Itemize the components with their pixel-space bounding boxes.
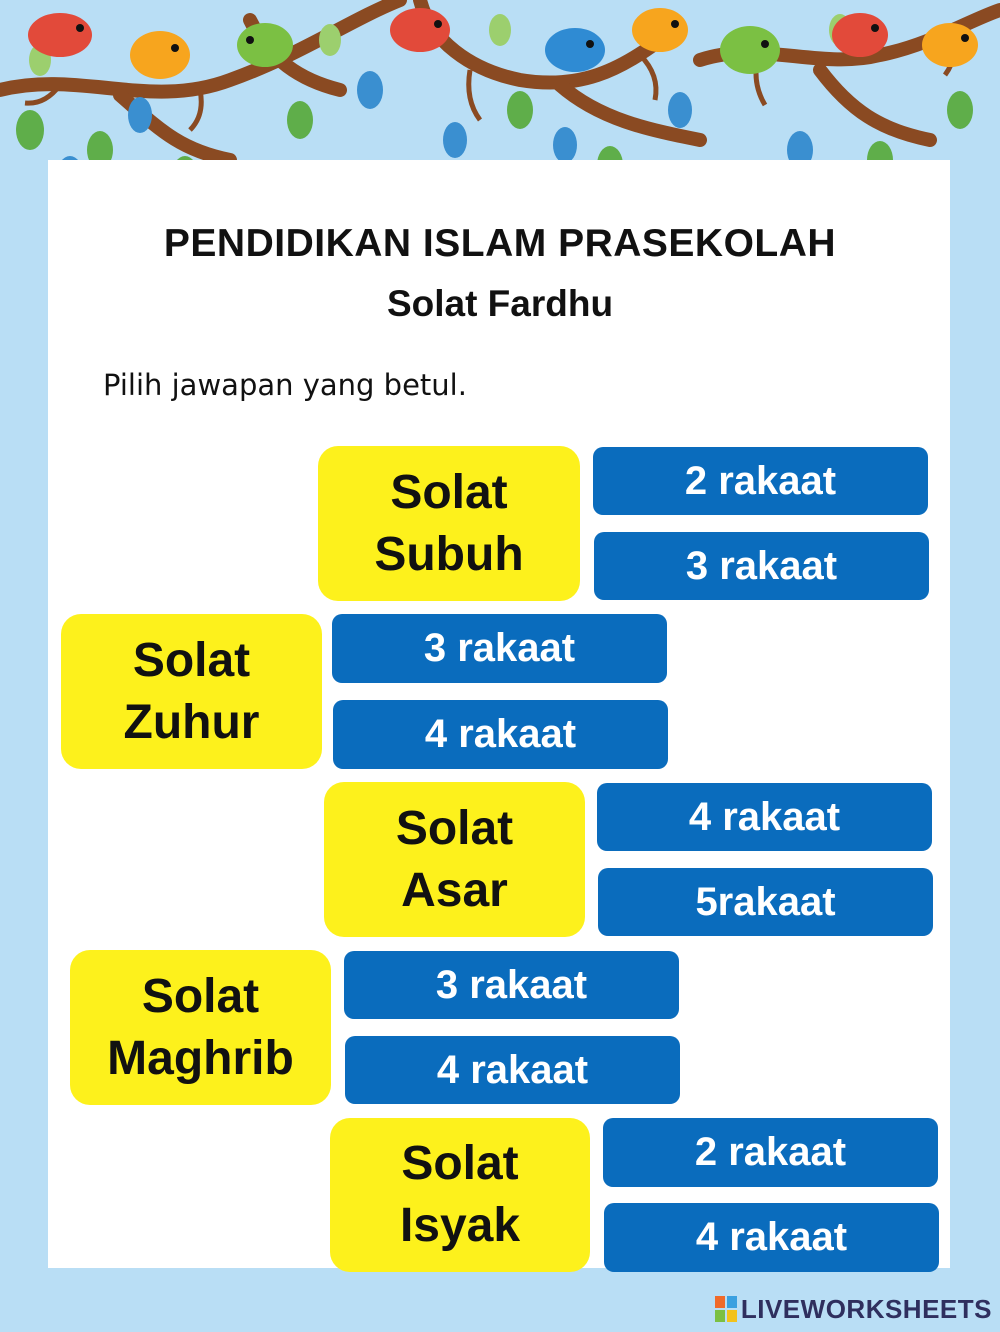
prayer-card-maghrib [70,950,331,1105]
prayer-label-line2: Maghrib [107,1031,294,1085]
page-subtitle: Solat Fardhu [386,283,614,324]
option-button-zuhur-2[interactable]: 4 rakaat [333,700,668,769]
liveworksheets-logo-icon [715,1296,737,1322]
option-button-subuh-1[interactable]: 2 rakaat [593,447,928,515]
option-button-subuh-2[interactable]: 3 rakaat [594,532,929,600]
instruction-text: Pilih jawapan yang betul. [103,368,467,402]
prayer-label-line1: Solat [132,633,251,687]
prayer-label-line1: Solat [401,1137,519,1190]
option-button-maghrib-2[interactable]: 4 rakaat [345,1036,680,1104]
prayer-card-subuh [318,446,580,601]
liveworksheets-brand [715,1292,992,1326]
option-button-asar-1[interactable]: 4 rakaat [597,783,932,851]
option-button-asar-2[interactable]: 5rakaat [598,868,933,936]
prayer-label-line1: Solat [141,969,260,1023]
prayer-label-line2: Asar [401,863,508,917]
option-button-maghrib-1[interactable]: 3 rakaat [344,951,679,1019]
prayer-label-line2: Isyak [399,1199,521,1252]
prayer-card-asar [324,782,585,937]
option-button-isyak-1[interactable]: 2 rakaat [603,1118,938,1187]
option-button-isyak-2[interactable]: 4 rakaat [604,1203,939,1272]
prayer-label-line2: Zuhur [123,695,260,749]
prayer-card-zuhur [61,614,322,769]
prayer-label-line1: Solat [395,801,514,855]
prayer-label-line1: Solat [390,465,508,519]
liveworksheets-wordmark: LIVEWORKSHEETS [740,1293,992,1324]
page-title: PENDIDIKAN ISLAM PRASEKOLAH [163,222,837,265]
prayer-label-line2: Subuh [374,527,524,581]
prayer-card-isyak [330,1118,590,1272]
option-button-zuhur-1[interactable]: 3 rakaat [332,614,667,683]
